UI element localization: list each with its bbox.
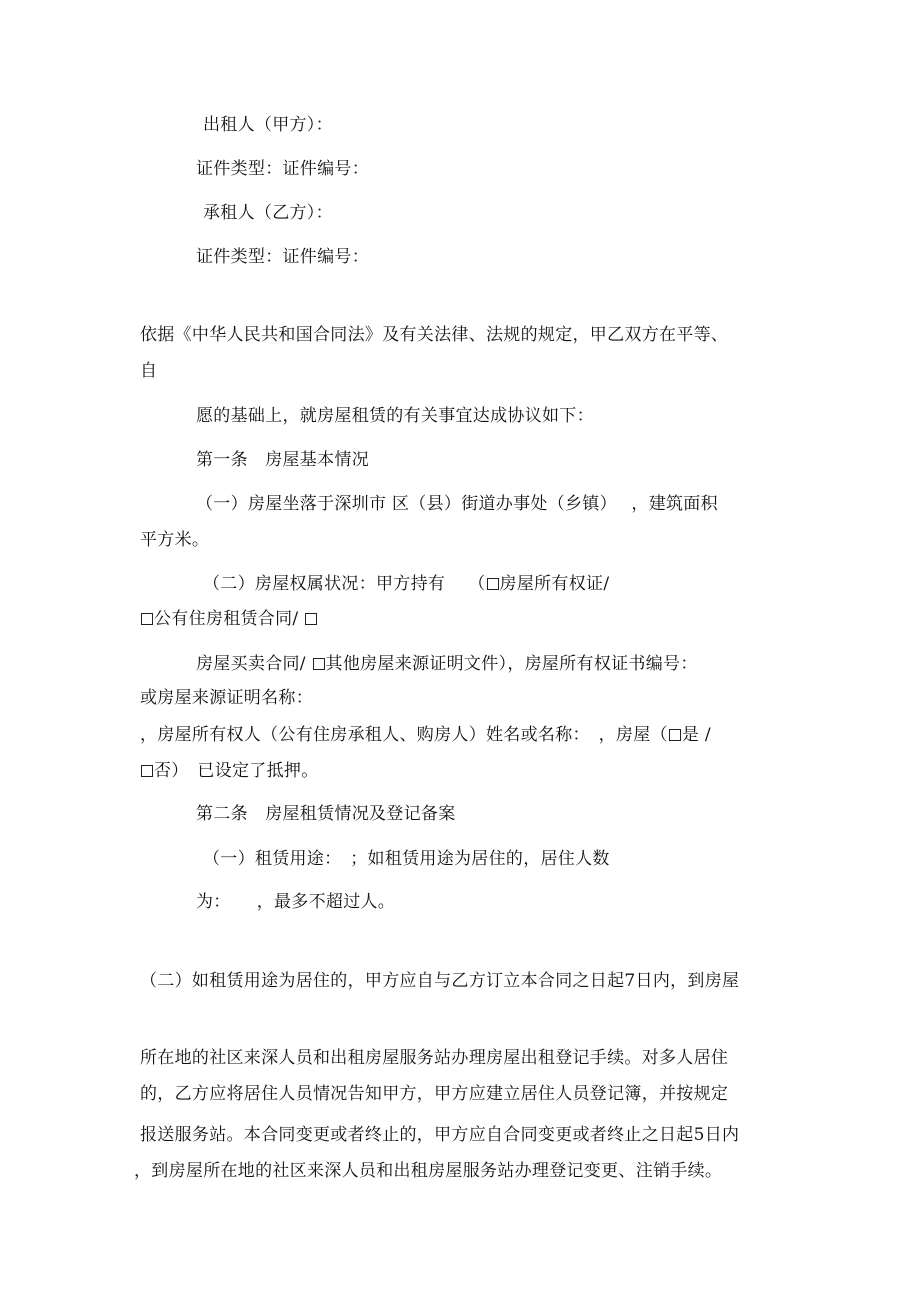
article-1-item-2-line-2	[140, 608, 318, 630]
article-1-item-2-line-5-text-a: ，房屋所有权人（公有住房承租人、购房人）姓名或名称： ，房屋（	[140, 725, 668, 745]
article-1-item-1-line-2: 平方米。	[140, 530, 210, 550]
article-1-item-2-line-5-text-b: 是 /	[681, 725, 711, 745]
article-1-item-2-line-3-text-b: 其他房屋来源证明文件），房屋所有权证书编号：	[325, 654, 698, 674]
article-1-item-2-line-4: 或房屋来源证明名称：	[140, 688, 313, 708]
article-1-item-2-line-1-text-b: 房屋所有权证/	[499, 574, 610, 594]
preamble-line-3: 愿的基础上，就房屋租赁的有关事宜达成协议如下：	[196, 406, 594, 426]
checkbox-mortgage-no	[141, 765, 153, 777]
preamble-line-1: 依据《中华人民共和国合同法》及有关法律、法规的规定，甲乙双方在平等、	[140, 325, 729, 345]
article-1-title: 第一条 房屋基本情况	[196, 450, 369, 470]
article-2-title: 第二条 房屋租赁情况及登记备案	[196, 804, 456, 824]
article-1-item-1-line-1: （一）房屋坐落于深圳市 区（县）街道办事处（乡镇） ，建筑面积	[196, 494, 718, 514]
preamble-line-2: 自	[140, 361, 158, 381]
lessee-label: 承租人（乙方）：	[203, 203, 333, 223]
checkbox-mortgage-yes	[669, 729, 681, 741]
article-2-item-2-line-5: ，到房屋所在地的社区来深人员和出租房屋服务站办理登记变更、注销手续。	[134, 1161, 723, 1181]
article-2-item-1-line-2: 为： ，最多不超过人。	[196, 892, 396, 912]
article-1-item-2-line-2-text: 公有住房租赁合同/	[154, 609, 305, 629]
lessee-id-label: 证件类型：证件编号：	[196, 247, 369, 267]
article-1-item-2-line-5	[140, 724, 711, 746]
lessor-label: 出租人（甲方）：	[203, 115, 333, 135]
article-1-item-2-line-3	[196, 653, 698, 675]
article-2-item-2-line-4: 报送服务站。本合同变更或者终止的，甲方应自合同变更或者终止之日起5日内	[140, 1125, 740, 1145]
article-1-item-2-line-6-text: 否） 已设定了抵押。	[154, 761, 319, 781]
checkbox-public-housing-lease	[141, 613, 153, 625]
article-1-item-2-line-3-text-a: 房屋买卖合同/	[196, 654, 312, 674]
article-1-item-2-line-1	[203, 573, 609, 595]
article-2-item-2-line-3: 的，乙方应将居住人员情况告知甲方，甲方应建立居住人员登记簿，并按规定	[140, 1084, 729, 1104]
checkbox-purchase-contract	[305, 613, 317, 625]
checkbox-other-source-document	[313, 658, 325, 670]
article-2-item-2-line-1: （二）如租赁用途为居住的，甲方应自与乙方订立本合同之日起7日内，到房屋	[140, 971, 740, 991]
article-1-item-2-line-1-text-a: （二）房屋权属状况：甲方持有 （	[203, 574, 486, 594]
article-2-item-2-line-2: 所在地的社区来深人员和出租房屋服务站办理房屋出租登记手续。对多人居住	[140, 1048, 729, 1068]
article-1-item-2-line-6	[140, 760, 319, 782]
lessor-id-label: 证件类型：证件编号：	[196, 159, 369, 179]
checkbox-ownership-certificate	[487, 578, 499, 590]
article-2-item-1-line-1: （一）租赁用途： ；如租赁用途为居住的，居住人数	[203, 849, 610, 869]
